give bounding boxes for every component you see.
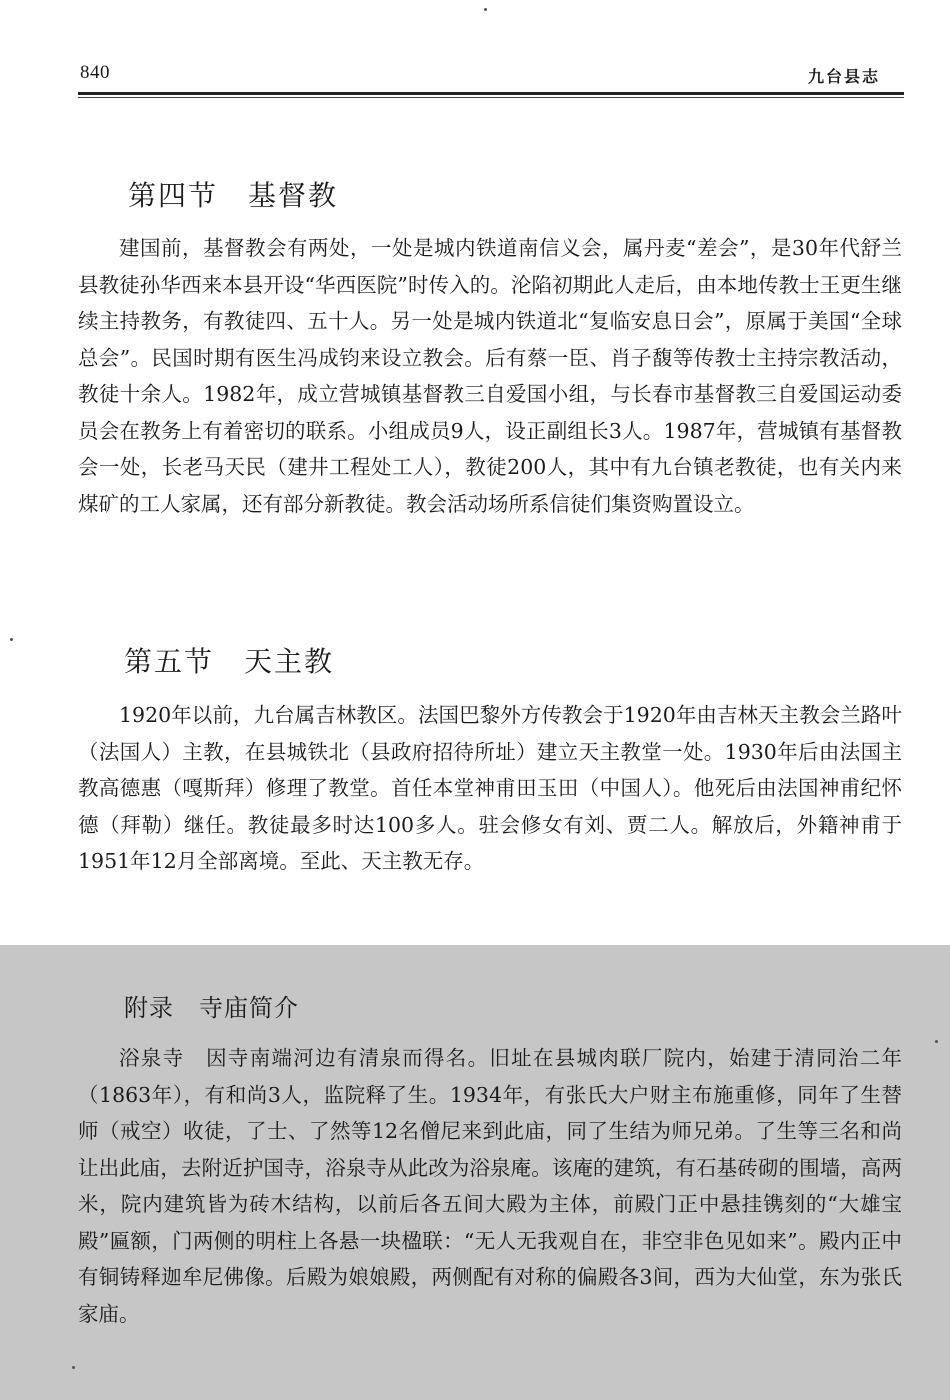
section-title-christianity: 第四节 基督教: [128, 179, 339, 212]
scan-speck: [484, 8, 487, 11]
header-rule-thick: [78, 92, 904, 95]
section-title-catholicism: 第五节 天主教: [124, 645, 335, 678]
scan-speck: [10, 638, 13, 641]
paragraph-christianity: 建国前，基督教会有两处，一处是城内铁道南信义会，属丹麦“差会”，是30年代舒兰县教徒孙华西来本县开设“华西医院”时传入的。沦陷初期此人走后，由本地传教士王更生继续主持教务，有教徒四、五十人。另一处是城内铁道北“复临安息日会”，原属于美国“全球总会”。民国时期有医生冯成钧来设立教会。后有蔡一臣、肖子馥等传教士主持宗教活动，教徒十余人。1982年，成立营城镇基督教三自爱国小组，与长春市基督教三自爱国运动委员会在教务上有着密切的联系。小组成员9人，设正副组长3人。1987年，营城镇有基督教会一处，长老马天民（建井工程处工人），教徒200人，其中有九台镇老教徒，也有关内来煤矿的工人家属，还有部分新教徒。教会活动场所系信徒们集资购置设立。: [78, 236, 902, 516]
running-head: 九台县志: [807, 67, 880, 86]
header-rule-thin: [78, 97, 904, 98]
appendix-title: 附录 寺庙简介: [124, 994, 299, 1022]
scan-speck: [72, 1366, 75, 1369]
paragraph-yuquan-temple: 浴泉寺 因寺南端河边有清泉而得名。旧址在县城肉联厂院内，始建于清同治二年（1863年），有和尚3人，监院释了生。1934年，有张氏大户财主布施重修，同年了生替师（戒空）收徒，了士、了然等12名僧尼来到此庙，同了生结为师兄弟。了生等三名和尚让出此庙，去附近护国寺，浴泉寺从此改为浴泉庵。该庵的建筑，有石基砖砌的围墙，高两米，院内建筑皆为砖木结构，以前后各五间大殿为主体，前殿门正中悬挂镌刻的“大雄宝殿”匾额，门两侧的明柱上各悬一块楹联：“无人无我观自在，非空非色见如来”。殿内正中有铜铸释迦牟尼佛像。后殿为娘娘殿，两侧配有对称的偏殿各3间，西为大仙堂，东为张氏家庙。: [78, 1046, 902, 1326]
scan-speck: [935, 1040, 938, 1043]
paragraph-catholicism: 1920年以前，九台属吉林教区。法国巴黎外方传教会于1920年由吉林天主教会兰路叶（法国人）主教，在县城铁北（县政府招待所址）建立天主教堂一处。1930年后由法国主教高德惠（嘎斯拜）修理了教堂。首任本堂神甫田玉田（中国人）。他死后由法国神甫纪怀德（拜勒）继任。教徒最多时达100多人。驻会修女有刘、贾二人。解放后，外籍神甫于1951年12月全部离境。至此、天主教无存。: [78, 703, 902, 873]
page-number: 840: [80, 62, 110, 83]
